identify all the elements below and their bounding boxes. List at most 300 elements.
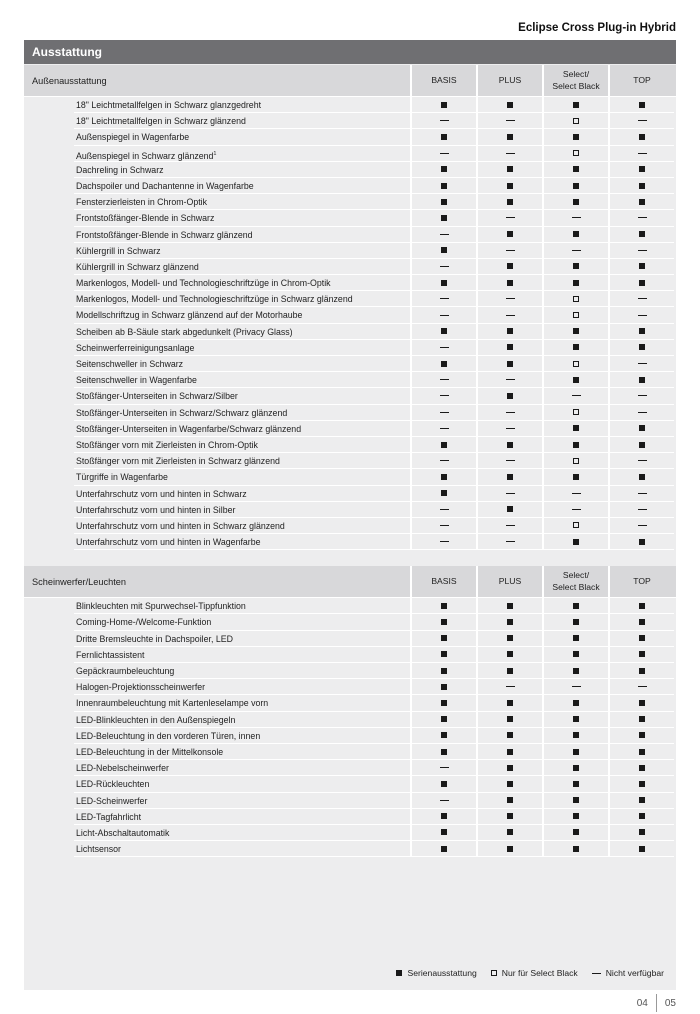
cell-plus bbox=[476, 486, 542, 502]
dash-icon bbox=[638, 298, 647, 299]
filled-square-icon bbox=[507, 442, 513, 448]
cell-basis bbox=[410, 534, 476, 550]
filled-square-icon bbox=[639, 651, 645, 657]
filled-square-icon bbox=[573, 619, 579, 625]
table-row bbox=[24, 324, 676, 340]
cell-plus bbox=[476, 776, 542, 792]
cell-plus bbox=[476, 631, 542, 647]
cell-plus bbox=[476, 598, 542, 614]
cell-basis bbox=[410, 841, 476, 857]
cell-select bbox=[542, 679, 608, 695]
filled-square-icon bbox=[573, 442, 579, 448]
dash-icon bbox=[638, 509, 647, 510]
cell-plus bbox=[476, 307, 542, 323]
dash-icon bbox=[440, 395, 449, 396]
cell-select bbox=[542, 340, 608, 356]
table-row bbox=[24, 793, 676, 809]
filled-square-icon bbox=[507, 134, 513, 140]
column-header-top: TOP bbox=[608, 65, 674, 96]
row-label: LED-Scheinwerfer bbox=[74, 793, 410, 809]
column-header-basis: BASIS bbox=[410, 566, 476, 597]
row-label: Markenlogos, Modell- und Technologieschriftzüge in Chrom-Optik bbox=[74, 275, 410, 291]
cell-plus bbox=[476, 728, 542, 744]
table-row bbox=[24, 598, 676, 614]
cell-basis bbox=[410, 405, 476, 421]
dash-icon bbox=[506, 153, 515, 154]
filled-square-icon bbox=[441, 490, 447, 496]
dash-icon bbox=[440, 153, 449, 154]
cell-plus bbox=[476, 210, 542, 226]
cell-select bbox=[542, 776, 608, 792]
cell-top bbox=[608, 647, 674, 663]
filled-square-icon bbox=[573, 280, 579, 286]
cell-top bbox=[608, 437, 674, 453]
filled-square-icon bbox=[639, 846, 645, 852]
cell-basis bbox=[410, 518, 476, 534]
filled-square-icon bbox=[441, 732, 447, 738]
table-row bbox=[24, 437, 676, 453]
hollow-square-icon bbox=[573, 312, 579, 318]
filled-square-icon bbox=[441, 635, 447, 641]
cell-basis bbox=[410, 210, 476, 226]
filled-square-icon bbox=[639, 765, 645, 771]
cell-select bbox=[542, 793, 608, 809]
dash-icon bbox=[506, 298, 515, 299]
table-row bbox=[24, 712, 676, 728]
dash-icon bbox=[506, 217, 515, 218]
cell-plus bbox=[476, 97, 542, 113]
cell-plus bbox=[476, 744, 542, 760]
cell-basis bbox=[410, 113, 476, 129]
dash-icon bbox=[572, 250, 581, 251]
table-row bbox=[24, 162, 676, 178]
row-label: Unterfahrschutz vorn und hinten in Silber bbox=[74, 502, 410, 518]
table-row bbox=[24, 809, 676, 825]
column-header-plus: PLUS bbox=[476, 65, 542, 96]
dash-icon bbox=[506, 493, 515, 494]
cell-top bbox=[608, 825, 674, 841]
filled-square-icon bbox=[639, 280, 645, 286]
row-label: Unterfahrschutz vorn und hinten in Wagenfarbe bbox=[74, 534, 410, 550]
cell-select bbox=[542, 146, 608, 162]
cell-plus bbox=[476, 162, 542, 178]
cell-top bbox=[608, 291, 674, 307]
table-row bbox=[24, 825, 676, 841]
table-row bbox=[24, 388, 676, 404]
row-label: Stoßfänger-Unterseiten in Schwarz/Silber bbox=[74, 388, 410, 404]
filled-square-icon bbox=[639, 813, 645, 819]
filled-square-icon bbox=[639, 603, 645, 609]
dash-icon bbox=[638, 250, 647, 251]
cell-top bbox=[608, 178, 674, 194]
table-row bbox=[24, 776, 676, 792]
table-row bbox=[24, 405, 676, 421]
filled-square-icon bbox=[441, 700, 447, 706]
table-row bbox=[24, 291, 676, 307]
cell-plus bbox=[476, 324, 542, 340]
dash-icon bbox=[638, 395, 647, 396]
dash-icon bbox=[572, 217, 581, 218]
dash-icon bbox=[440, 234, 449, 235]
row-label: Dachreling in Schwarz bbox=[74, 162, 410, 178]
cell-top bbox=[608, 340, 674, 356]
filled-square-icon bbox=[441, 651, 447, 657]
table-row bbox=[24, 534, 676, 550]
cell-basis bbox=[410, 372, 476, 388]
filled-square-icon bbox=[507, 732, 513, 738]
cell-top bbox=[608, 760, 674, 776]
cell-top bbox=[608, 162, 674, 178]
cell-top bbox=[608, 146, 674, 162]
filled-square-icon bbox=[507, 716, 513, 722]
cell-top bbox=[608, 388, 674, 404]
dash-icon bbox=[592, 973, 601, 974]
cell-plus bbox=[476, 502, 542, 518]
cell-plus bbox=[476, 356, 542, 372]
filled-square-icon bbox=[639, 183, 645, 189]
table-row bbox=[24, 194, 676, 210]
cell-select bbox=[542, 372, 608, 388]
row-label: Stoßfänger-Unterseiten in Wagenfarbe/Schwarz glänzend bbox=[74, 421, 410, 437]
table-row bbox=[24, 647, 676, 663]
cell-plus bbox=[476, 291, 542, 307]
cell-plus bbox=[476, 841, 542, 857]
dash-icon bbox=[506, 460, 515, 461]
table-row bbox=[24, 340, 676, 356]
cell-select bbox=[542, 307, 608, 323]
row-label: Unterfahrschutz vorn und hinten in Schwarz glänzend bbox=[74, 518, 410, 534]
panel-title: Ausstattung bbox=[24, 40, 676, 64]
row-label: LED-Tagfahrlicht bbox=[74, 809, 410, 825]
cell-select bbox=[542, 469, 608, 485]
filled-square-icon bbox=[507, 781, 513, 787]
cell-select bbox=[542, 437, 608, 453]
cell-top bbox=[608, 776, 674, 792]
hollow-square-icon bbox=[573, 458, 579, 464]
row-label: Stoßfänger vorn mit Zierleisten in Chrom-Optik bbox=[74, 437, 410, 453]
filled-square-icon bbox=[573, 846, 579, 852]
cell-top bbox=[608, 210, 674, 226]
row-label: Unterfahrschutz vorn und hinten in Schwarz bbox=[74, 486, 410, 502]
filled-square-icon bbox=[441, 749, 447, 755]
filled-square-icon bbox=[441, 442, 447, 448]
filled-square-icon bbox=[441, 668, 447, 674]
table-row bbox=[24, 372, 676, 388]
dash-icon bbox=[506, 379, 515, 380]
cell-select bbox=[542, 162, 608, 178]
filled-square-icon bbox=[507, 603, 513, 609]
hollow-square-icon bbox=[573, 150, 579, 156]
filled-square-icon bbox=[573, 474, 579, 480]
column-header-select: Select/ Select Black bbox=[542, 65, 608, 96]
cell-top bbox=[608, 679, 674, 695]
dash-icon bbox=[440, 428, 449, 429]
filled-square-icon bbox=[639, 781, 645, 787]
cell-plus bbox=[476, 405, 542, 421]
cell-basis bbox=[410, 421, 476, 437]
cell-basis bbox=[410, 243, 476, 259]
cell-select bbox=[542, 275, 608, 291]
filled-square-icon bbox=[441, 813, 447, 819]
dash-icon bbox=[440, 298, 449, 299]
cell-select bbox=[542, 647, 608, 663]
cell-basis bbox=[410, 340, 476, 356]
cell-plus bbox=[476, 243, 542, 259]
cell-top bbox=[608, 598, 674, 614]
cell-plus bbox=[476, 227, 542, 243]
row-label: Seitenschweller in Schwarz bbox=[74, 356, 410, 372]
cell-plus bbox=[476, 453, 542, 469]
cell-basis bbox=[410, 502, 476, 518]
filled-square-icon bbox=[573, 716, 579, 722]
filled-square-icon bbox=[441, 846, 447, 852]
filled-square-icon bbox=[639, 102, 645, 108]
filled-square-icon bbox=[639, 442, 645, 448]
cell-top bbox=[608, 534, 674, 550]
row-label: Stoßfänger vorn mit Zierleisten in Schwarz glänzend bbox=[74, 453, 410, 469]
row-label: Fensterzierleisten in Chrom-Optik bbox=[74, 194, 410, 210]
section-exterior bbox=[24, 65, 676, 550]
document-title: Eclipse Cross Plug-in Hybrid bbox=[518, 22, 676, 34]
cell-basis bbox=[410, 695, 476, 711]
filled-square-icon bbox=[441, 102, 447, 108]
row-label: LED-Beleuchtung in der Mittelkonsole bbox=[74, 744, 410, 760]
dash-icon bbox=[638, 686, 647, 687]
filled-square-icon bbox=[573, 829, 579, 835]
cell-top bbox=[608, 421, 674, 437]
filled-square-icon bbox=[507, 199, 513, 205]
row-label: LED-Rückleuchten bbox=[74, 776, 410, 792]
equipment-panel bbox=[24, 40, 676, 990]
cell-top bbox=[608, 518, 674, 534]
row-label: Seitenschweller in Wagenfarbe bbox=[74, 372, 410, 388]
cell-plus bbox=[476, 194, 542, 210]
cell-select bbox=[542, 227, 608, 243]
table-row bbox=[24, 129, 676, 145]
cell-top bbox=[608, 614, 674, 630]
hollow-square-icon bbox=[573, 409, 579, 415]
filled-square-icon bbox=[507, 474, 513, 480]
filled-square-icon bbox=[573, 749, 579, 755]
filled-square-icon bbox=[441, 166, 447, 172]
cell-top bbox=[608, 113, 674, 129]
table-row bbox=[24, 259, 676, 275]
filled-square-icon bbox=[441, 619, 447, 625]
filled-square-icon bbox=[441, 781, 447, 787]
filled-square-icon bbox=[441, 247, 447, 253]
filled-square-icon bbox=[507, 797, 513, 803]
cell-basis bbox=[410, 825, 476, 841]
cell-top bbox=[608, 841, 674, 857]
filled-square-icon bbox=[573, 134, 579, 140]
table-row bbox=[24, 227, 676, 243]
column-header-basis: BASIS bbox=[410, 65, 476, 96]
cell-select bbox=[542, 324, 608, 340]
row-label: Gepäckraumbeleuchtung bbox=[74, 663, 410, 679]
cell-select bbox=[542, 97, 608, 113]
cell-plus bbox=[476, 695, 542, 711]
dash-icon bbox=[638, 525, 647, 526]
row-label: Lichtsensor bbox=[74, 841, 410, 857]
table-row bbox=[24, 631, 676, 647]
cell-basis bbox=[410, 227, 476, 243]
table-row bbox=[24, 469, 676, 485]
filled-square-icon bbox=[573, 700, 579, 706]
filled-square-icon bbox=[441, 684, 447, 690]
cell-basis bbox=[410, 793, 476, 809]
filled-square-icon bbox=[507, 829, 513, 835]
filled-square-icon bbox=[639, 635, 645, 641]
filled-square-icon bbox=[507, 635, 513, 641]
cell-basis bbox=[410, 259, 476, 275]
table-row bbox=[24, 356, 676, 372]
cell-select bbox=[542, 243, 608, 259]
cell-top bbox=[608, 793, 674, 809]
filled-square-icon bbox=[639, 134, 645, 140]
table-row bbox=[24, 663, 676, 679]
cell-basis bbox=[410, 388, 476, 404]
legend-select-black: Nur für Select Black bbox=[491, 968, 578, 978]
cell-plus bbox=[476, 793, 542, 809]
row-label: Frontstoßfänger-Blende in Schwarz glänzend bbox=[74, 227, 410, 243]
filled-square-icon bbox=[639, 199, 645, 205]
row-label: LED-Blinkleuchten in den Außenspiegeln bbox=[74, 712, 410, 728]
cell-top bbox=[608, 275, 674, 291]
row-label: 18" Leichtmetallfelgen in Schwarz glanzgedreht bbox=[74, 97, 410, 113]
filled-square-icon bbox=[573, 199, 579, 205]
hollow-square-icon bbox=[491, 970, 497, 976]
cell-select bbox=[542, 356, 608, 372]
cell-basis bbox=[410, 469, 476, 485]
cell-top bbox=[608, 356, 674, 372]
dash-icon bbox=[638, 363, 647, 364]
row-label: Dachspoiler und Dachantenne in Wagenfarbe bbox=[74, 178, 410, 194]
filled-square-icon bbox=[507, 361, 513, 367]
cell-top bbox=[608, 307, 674, 323]
filled-square-icon bbox=[441, 199, 447, 205]
dash-icon bbox=[572, 509, 581, 510]
filled-square-icon bbox=[441, 215, 447, 221]
dash-icon bbox=[638, 153, 647, 154]
legend-not-available: Nicht verfügbar bbox=[592, 968, 664, 978]
cell-top bbox=[608, 744, 674, 760]
cell-select bbox=[542, 178, 608, 194]
cell-select bbox=[542, 744, 608, 760]
cell-plus bbox=[476, 760, 542, 776]
table-row bbox=[24, 113, 676, 129]
cell-plus bbox=[476, 809, 542, 825]
dash-icon bbox=[440, 412, 449, 413]
cell-basis bbox=[410, 760, 476, 776]
cell-select bbox=[542, 210, 608, 226]
cell-top bbox=[608, 259, 674, 275]
cell-top bbox=[608, 405, 674, 421]
table-row bbox=[24, 679, 676, 695]
filled-square-icon bbox=[639, 668, 645, 674]
table-row bbox=[24, 421, 676, 437]
cell-select bbox=[542, 825, 608, 841]
filled-square-icon bbox=[639, 377, 645, 383]
section-header bbox=[24, 65, 676, 97]
cell-top bbox=[608, 631, 674, 647]
cell-basis bbox=[410, 307, 476, 323]
dash-icon bbox=[440, 509, 449, 510]
dash-icon bbox=[638, 493, 647, 494]
dash-icon bbox=[440, 767, 449, 768]
cell-select bbox=[542, 486, 608, 502]
cell-select bbox=[542, 614, 608, 630]
cell-plus bbox=[476, 437, 542, 453]
filled-square-icon bbox=[573, 797, 579, 803]
cell-plus bbox=[476, 679, 542, 695]
section-spacer bbox=[24, 550, 676, 566]
cell-top bbox=[608, 243, 674, 259]
row-label: Licht-Abschaltautomatik bbox=[74, 825, 410, 841]
cell-basis bbox=[410, 776, 476, 792]
column-header-select: Select/ Select Black bbox=[542, 566, 608, 597]
row-label: LED-Beleuchtung in den vorderen Türen, innen bbox=[74, 728, 410, 744]
cell-basis bbox=[410, 453, 476, 469]
dash-icon bbox=[638, 412, 647, 413]
cell-select bbox=[542, 291, 608, 307]
filled-square-icon bbox=[639, 619, 645, 625]
cell-select bbox=[542, 728, 608, 744]
section-title: Außenausstattung bbox=[32, 75, 107, 86]
section-title: Scheinwerfer/Leuchten bbox=[32, 576, 126, 587]
cell-plus bbox=[476, 259, 542, 275]
row-label: Frontstoßfänger-Blende in Schwarz bbox=[74, 210, 410, 226]
cell-select bbox=[542, 712, 608, 728]
hollow-square-icon bbox=[573, 522, 579, 528]
row-label: Scheiben ab B-Säule stark abgedunkelt (Privacy Glass) bbox=[74, 324, 410, 340]
cell-select bbox=[542, 388, 608, 404]
cell-select bbox=[542, 421, 608, 437]
filled-square-icon bbox=[507, 700, 513, 706]
column-header-top: TOP bbox=[608, 566, 674, 597]
dash-icon bbox=[440, 525, 449, 526]
cell-select bbox=[542, 129, 608, 145]
table-row bbox=[24, 453, 676, 469]
dash-icon bbox=[440, 800, 449, 801]
table-row bbox=[24, 307, 676, 323]
cell-plus bbox=[476, 388, 542, 404]
cell-top bbox=[608, 712, 674, 728]
table-row bbox=[24, 760, 676, 776]
row-label: Scheinwerferreinigungsanlage bbox=[74, 340, 410, 356]
cell-select bbox=[542, 760, 608, 776]
hollow-square-icon bbox=[573, 296, 579, 302]
table-row bbox=[24, 97, 676, 113]
filled-square-icon bbox=[507, 344, 513, 350]
filled-square-icon bbox=[507, 765, 513, 771]
row-label: Markenlogos, Modell- und Technologieschriftzüge in Schwarz glänzend bbox=[74, 291, 410, 307]
filled-square-icon bbox=[507, 813, 513, 819]
filled-square-icon bbox=[639, 829, 645, 835]
cell-select bbox=[542, 695, 608, 711]
filled-square-icon bbox=[507, 749, 513, 755]
dash-icon bbox=[506, 315, 515, 316]
table-row bbox=[24, 502, 676, 518]
cell-basis bbox=[410, 97, 476, 113]
filled-square-icon bbox=[441, 183, 447, 189]
cell-select bbox=[542, 259, 608, 275]
row-label: Stoßfänger-Unterseiten in Schwarz/Schwarz glänzend bbox=[74, 405, 410, 421]
filled-square-icon bbox=[507, 846, 513, 852]
filled-square-icon bbox=[639, 732, 645, 738]
section-lights bbox=[24, 566, 676, 857]
table-row bbox=[24, 178, 676, 194]
hollow-square-icon bbox=[573, 361, 579, 367]
